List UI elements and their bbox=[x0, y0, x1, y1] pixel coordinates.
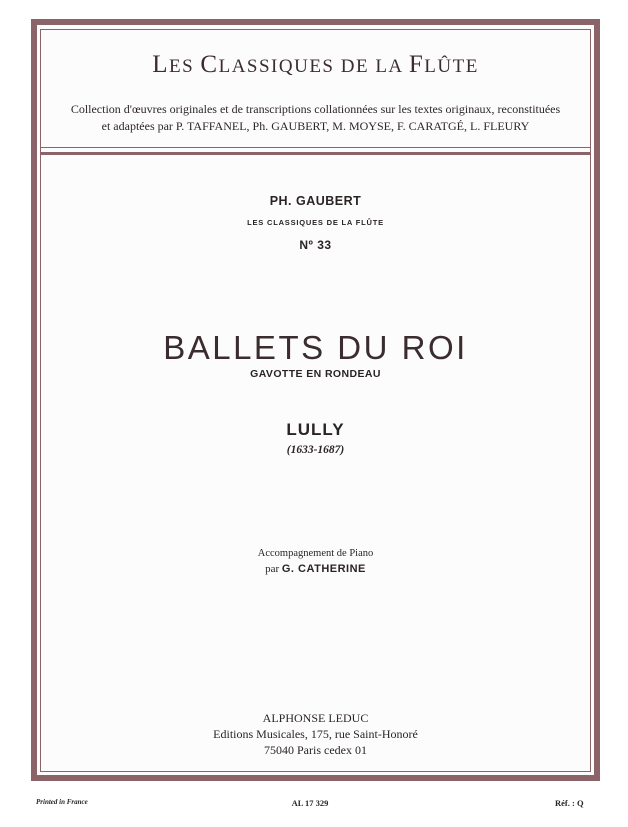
reference-code: Réf. : Q bbox=[555, 798, 584, 808]
arranger-line bbox=[40, 563, 591, 575]
catalog-number: AL 17 329 bbox=[291, 798, 329, 808]
collection-description bbox=[40, 101, 591, 135]
publisher-city: 75040 Paris cedex 01 bbox=[264, 743, 367, 757]
printed-in-france: Printed in France bbox=[36, 798, 88, 806]
edition-number: Nº 33 bbox=[299, 238, 332, 252]
header-divider-thick bbox=[40, 152, 591, 155]
arranger-name: G. CATHERINE bbox=[281, 563, 366, 575]
publisher-address: Editions Musicales, 175, rue Saint-Honoré bbox=[213, 727, 418, 741]
edition-author: PH. GAUBERT bbox=[269, 194, 362, 208]
header-divider-thin bbox=[40, 147, 591, 148]
publisher-name: ALPHONSE LEDUC bbox=[262, 711, 369, 725]
edition-series: LES CLASSIQUES DE LA FLÛTE bbox=[247, 218, 384, 227]
collection-line-2: et adaptées par P. TAFFANEL, Ph. GAUBERT, M. MOYSE, F. CARATGÉ, L. FLEURY bbox=[101, 119, 530, 133]
arranger-prefix: par bbox=[265, 563, 280, 575]
collection-line-1: Collection d'œuvres originales et de transcriptions collationnées sur les textes originaux, reconstituées bbox=[70, 102, 561, 116]
series-title: LES CLASSIQUES DE LA FLÛTE bbox=[152, 51, 479, 78]
composer-dates: (1633-1687) bbox=[286, 444, 345, 456]
work-subtitle: GAVOTTE EN RONDEAU bbox=[250, 368, 381, 380]
cover-inner-frame bbox=[40, 29, 591, 772]
work-title: BALLETS DU ROI bbox=[163, 329, 468, 366]
composer-name: LULLY bbox=[286, 420, 345, 439]
accompaniment-label: Accompagnement de Piano bbox=[257, 548, 374, 559]
publisher-block bbox=[40, 710, 591, 758]
